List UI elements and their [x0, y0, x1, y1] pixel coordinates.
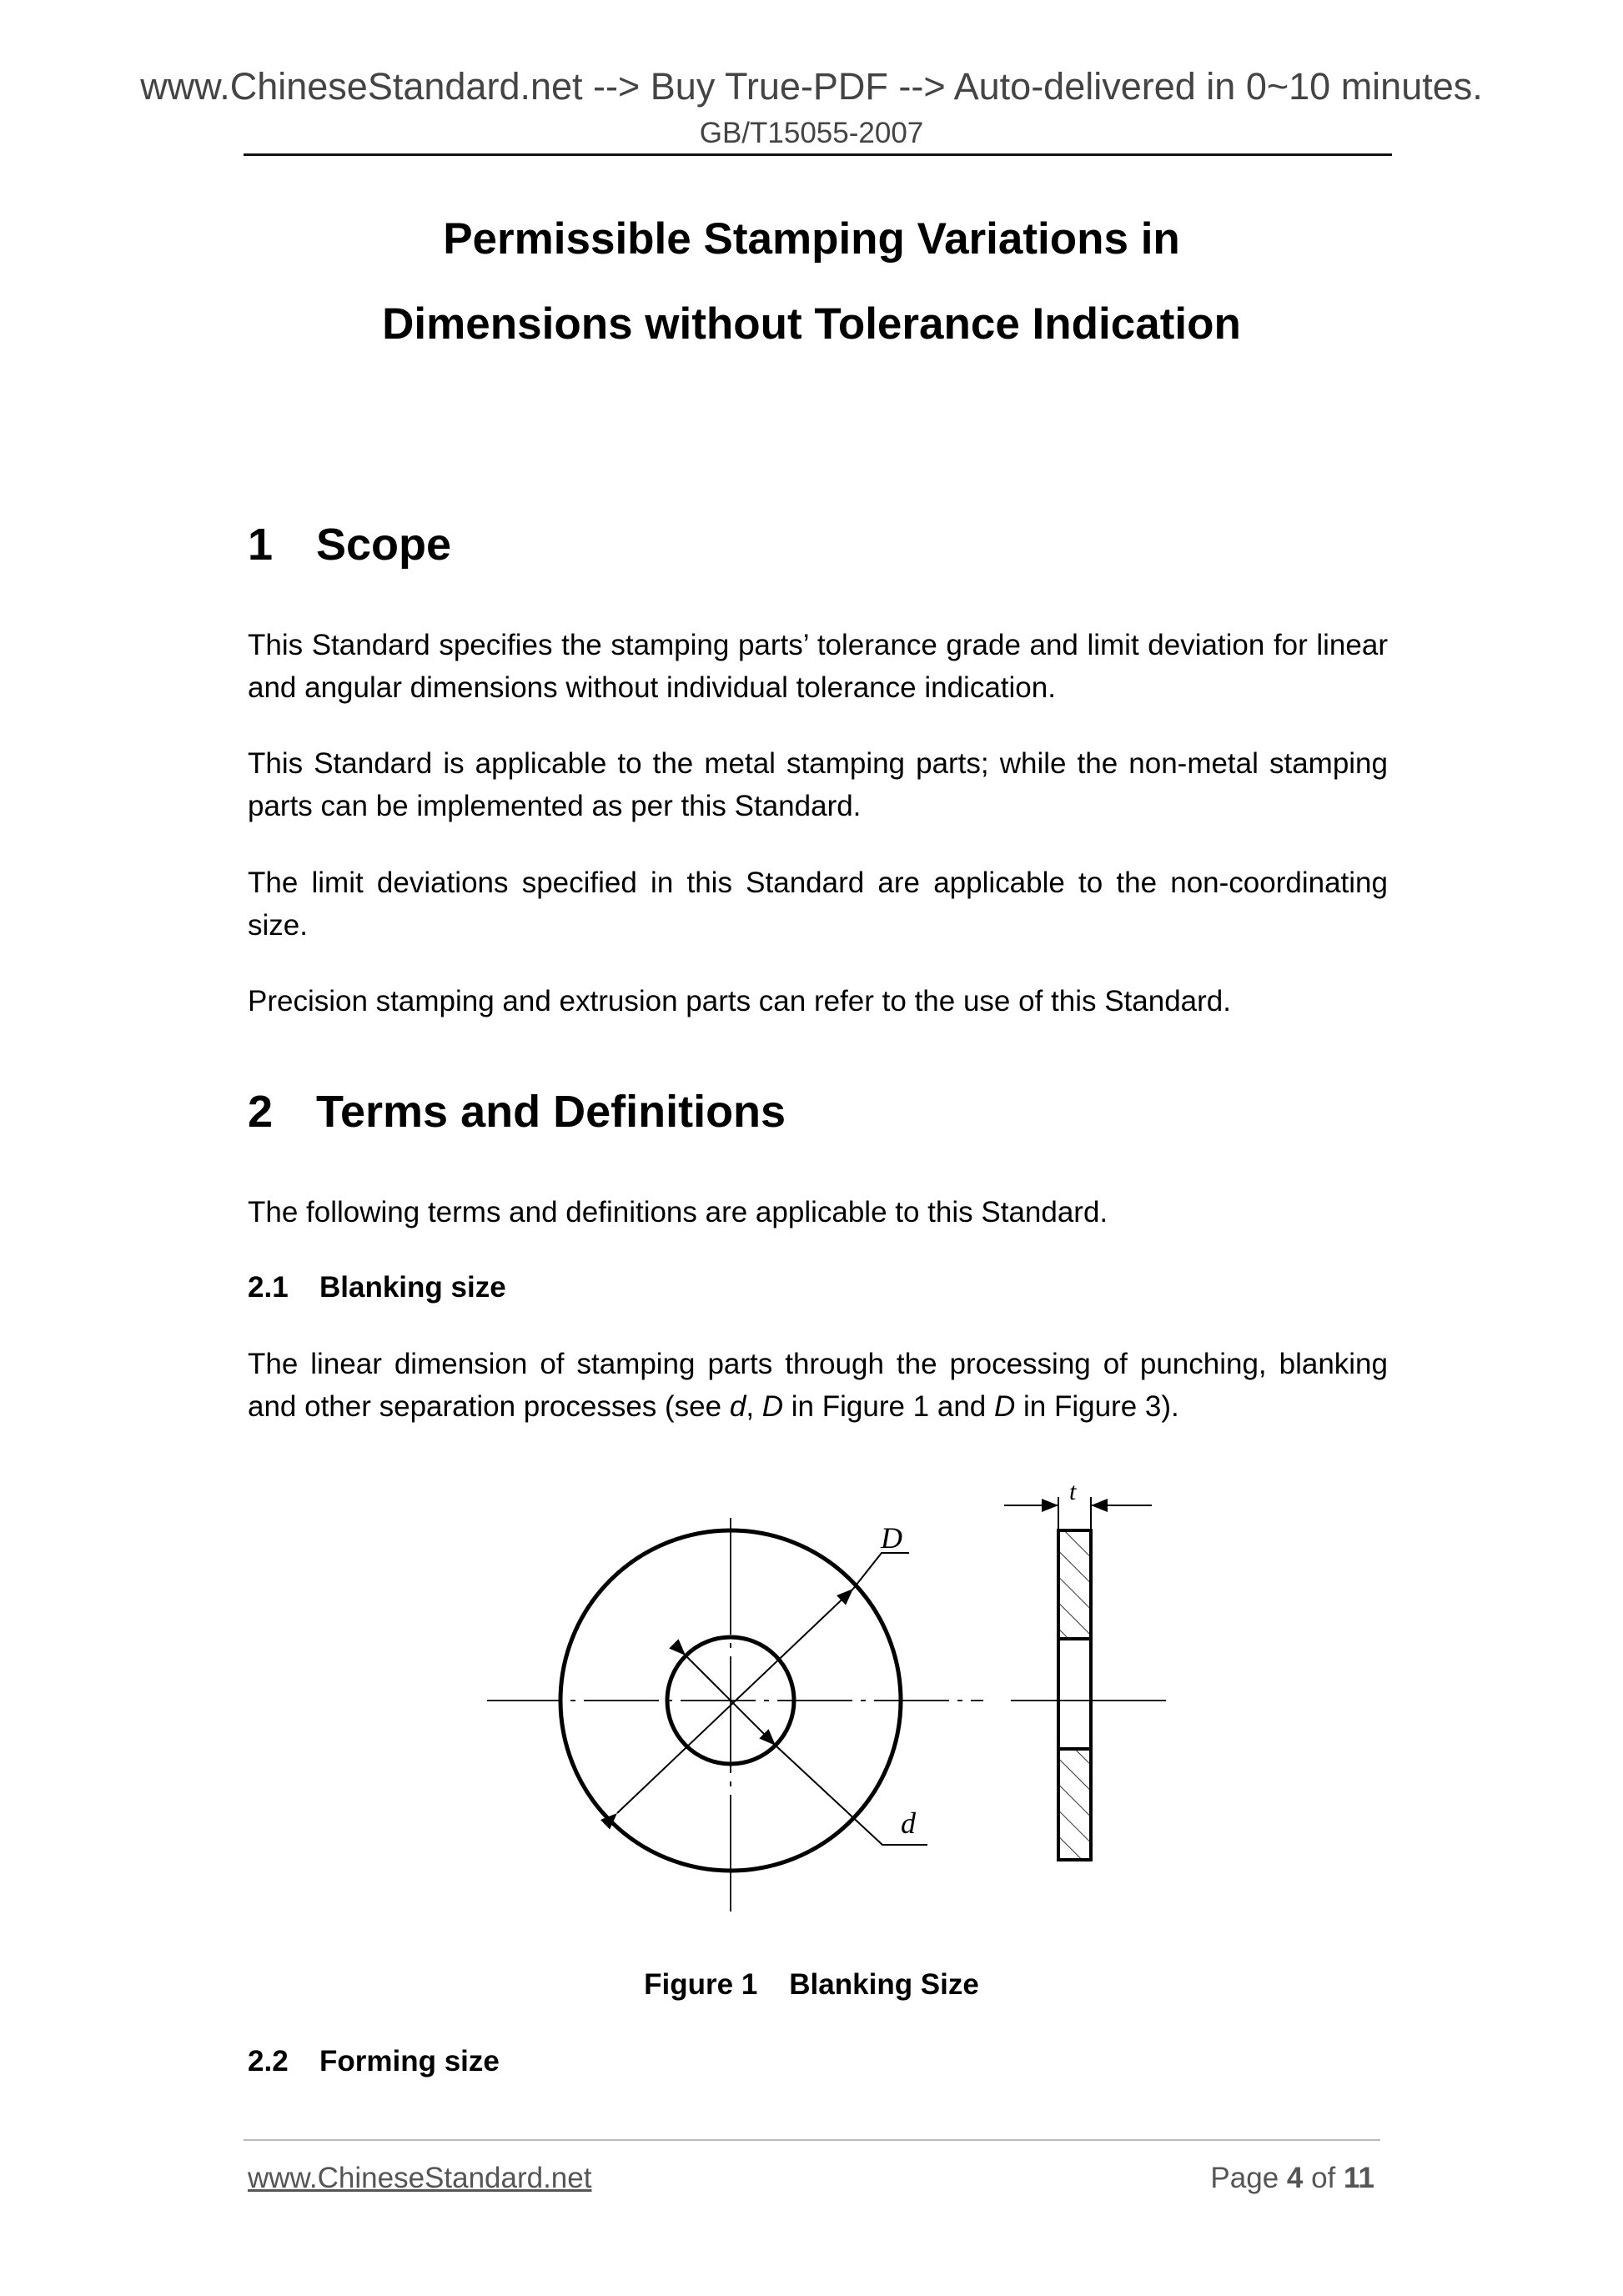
text: ,: [746, 1390, 762, 1423]
symbol-d: d: [729, 1390, 746, 1423]
label-D: D: [881, 1521, 902, 1555]
outer-leader: [853, 1553, 909, 1589]
subsection-title: Forming size: [319, 2045, 500, 2077]
scope-paragraph: This Standard specifies the stamping parts’ tolerance grade and limit deviation for linear and angular dimensions without individual tolerance indication.: [248, 629, 1388, 704]
caption-number: Figure 1: [644, 1968, 758, 2001]
scope-paragraph: This Standard is applicable to the metal stamping parts; while the non-metal stamping parts can be implemented as per this Standard.: [248, 747, 1388, 822]
page-total: 11: [1344, 2162, 1374, 2194]
text: The linear dimension of stamping parts through the processing of punching, blanking and other separation processes (see: [248, 1348, 1388, 1423]
header-doc-code: GB/T15055-2007: [699, 117, 924, 149]
label-d: d: [901, 1806, 916, 1840]
subsection-number: 2.1: [248, 1271, 289, 1304]
footer-site-link[interactable]: www.ChineseStandard.net: [248, 2162, 592, 2194]
text: in Figure 3).: [1015, 1390, 1179, 1423]
symbol-D: D: [761, 1390, 784, 1423]
scope-paragraph: The limit deviations specified in this Standard are applicable to the non-coordinating size.: [248, 867, 1388, 942]
figure-1-caption: [0, 1968, 1623, 2002]
side-view: [1004, 1478, 1166, 1860]
subsection-heading-2-2: [248, 2045, 500, 2078]
doc-title-line1: Permissible Stamping Variations in: [443, 214, 1180, 264]
page-current: 4: [1286, 2162, 1304, 2194]
scope-paragraph: Precision stamping and extrusion parts can refer to the use of this Standard.: [248, 985, 1231, 1017]
page-prefix: Page: [1210, 2162, 1287, 2194]
terms-intro: The following terms and definitions are applicable to this Standard.: [248, 1196, 1108, 1228]
section-title: Terms and Definitions: [316, 1087, 786, 1137]
section-number: 1: [248, 520, 274, 570]
subsection-number: 2.2: [248, 2045, 289, 2077]
subsection-title: Blanking size: [319, 1271, 506, 1304]
caption-title: Blanking Size: [789, 1968, 979, 2001]
front-view: [487, 1518, 983, 1919]
symbol-D: D: [993, 1390, 1016, 1423]
page-of: of: [1303, 2162, 1344, 2194]
section-number: 2: [248, 1087, 274, 1137]
text: in Figure 1 and: [783, 1390, 994, 1423]
footer-rule: [244, 2139, 1380, 2141]
page-indicator: [1210, 2162, 1374, 2195]
header-banner: www.ChineseStandard.net --> Buy True-PDF --> Auto-delivered in 0~10 minutes.: [140, 65, 1483, 108]
section-title: Scope: [316, 520, 452, 570]
doc-title-line2: Dimensions without Tolerance Indication: [382, 299, 1241, 349]
label-t: t: [1069, 1478, 1077, 1505]
